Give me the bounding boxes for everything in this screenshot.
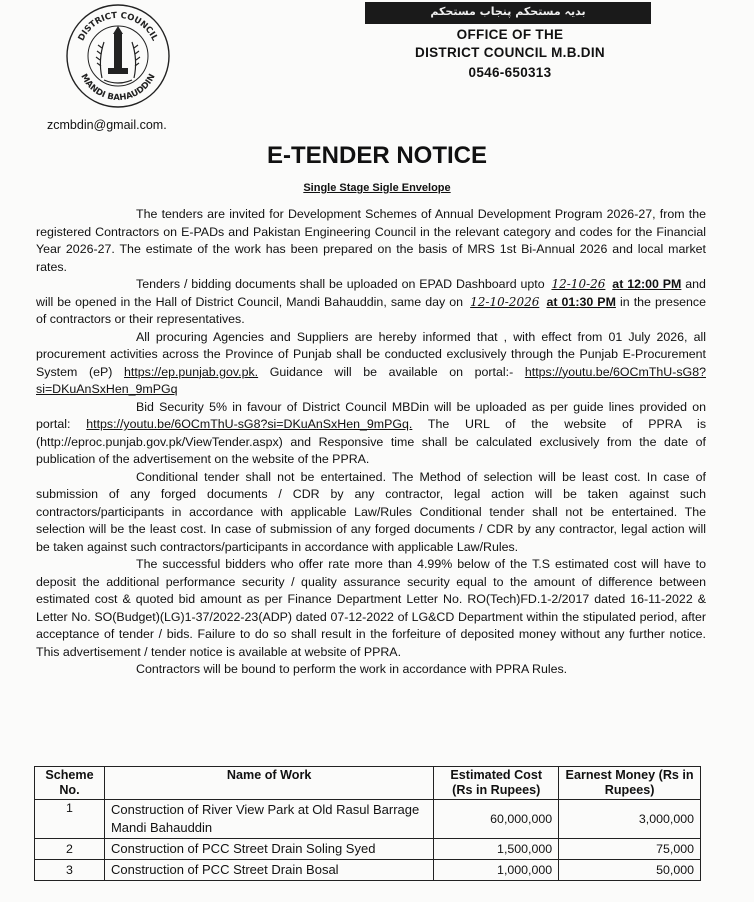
p4-text-a: Bid Security 5% in favour of District Council MBDin will be uploaded as per guide lines provided on portal: — [36, 399, 706, 431]
upload-time: at 12:00 PM — [612, 277, 682, 291]
estimated-cost: 1,500,000 — [434, 839, 559, 860]
guidance-video-link[interactable]: https://youtu.be/6OCmThU-sG8?si=DKuAnSxHen_9mPGq — [36, 364, 706, 396]
handwritten-date-2: 12-10-2026 — [470, 294, 540, 309]
paragraph-procurement — [36, 329, 706, 399]
header-estimated-cost: Estimated Cost (Rs in Rupees) — [434, 767, 559, 800]
p2-text-b: and will be opened in the Hall of District Council, Mandi Bahauddin, same day on — [36, 277, 706, 309]
notice-body — [36, 206, 706, 679]
office-phone: 0546-650313 — [468, 65, 552, 80]
epunjab-link[interactable]: https://ep.punjab.gov.pk. — [124, 364, 259, 379]
office-line-2: DISTRICT COUNCIL M.B.DIN — [415, 45, 605, 60]
district-council-seal — [64, 2, 172, 110]
seal-bottom-text: MANDI BAHAUDDIN — [78, 72, 158, 104]
paragraph-ppra-rules: Contractors will be bound to perform the work in accordance with PPRA Rules. — [136, 662, 568, 676]
scheme-no: 3 — [35, 860, 105, 881]
handwritten-date-1: 12-10-26 — [551, 277, 606, 291]
schemes-table — [34, 766, 701, 881]
earnest-money: 75,000 — [559, 839, 701, 860]
work-name: Construction of PCC Street Drain Soling Syed — [104, 839, 433, 860]
table-row — [35, 860, 701, 881]
estimated-cost: 60,000,000 — [434, 800, 559, 839]
header-banner — [365, 2, 651, 24]
notice-subtitle: Single Stage Sigle Envelope — [303, 182, 451, 194]
header-scheme-no: Scheme No. — [35, 767, 105, 800]
table-row — [35, 800, 701, 839]
p2-text-a: Tenders / bidding documents shall be uploaded on EPAD Dashboard upto — [136, 277, 545, 291]
seal-top-text: DISTRICT COUNCIL — [76, 10, 160, 43]
p3-text-b: Guidance will be available on portal:- — [269, 364, 514, 379]
p2-text-c: in the presence of contractors or their representatives. — [36, 294, 707, 326]
header-name-of-work: Name of Work — [104, 767, 433, 800]
email-address: zcmbdin@gmail.com. — [47, 118, 167, 132]
header-earnest-money: Earnest Money (Rs in Rupees) — [559, 767, 701, 800]
p4-text-b: The URL of the website of PPRA is (http://eproc.punjab.gov.pk/ViewTender.aspx) and Responsive time shall be calculated exclusively from the date of publication of the advertisement on the website of the PPRA. — [36, 417, 707, 466]
estimated-cost: 1,000,000 — [434, 860, 559, 881]
paragraph-conditional-tender: Conditional tender shall not be entertained. The Method of selection will be least cost. In case of submission of any forged documents / CDR by any contractor, legal action will be taken against such contractors/participants in accordance with applicable Law/Rules Conditional tender shall not be entertained. The selection will be the least cost. In case of submission of any forged documents / CDR by any contractor, legal action will be taken against such contractors/participants in accordance with applicable Law/Rules. — [36, 469, 706, 554]
bid-security-video-link[interactable]: https://youtu.be/6OCmThU-sG8?si=DKuAnSxHen_9mPGq. — [86, 417, 413, 431]
banner-text: بدیہ مستحکم پنجاب مستحکم — [430, 5, 586, 18]
opening-time: at 01:30 PM — [546, 294, 616, 309]
earnest-money: 3,000,000 — [559, 800, 701, 839]
earnest-money: 50,000 — [559, 860, 701, 881]
notice-title: E-TENDER NOTICE — [266, 142, 487, 169]
scheme-no: 1 — [35, 800, 105, 839]
paragraph-invitation: The tenders are invited for Development Schemes of Annual Development Program 2026-27, from the registered Contractors on E-PADs and Pakistan Engineering Council in the relevant category and codes for the Financial Year 2026-27. The estimate of the work has been prepared on the basis of MRS 1st Bi-Annual 2026 and local market rates. — [36, 207, 706, 274]
paragraph-bidding-documents — [36, 276, 706, 329]
work-name: Construction of River View Park at Old Rasul Barrage Mandi Bahauddin — [104, 800, 433, 839]
p3-text-a: All procuring Agencies and Suppliers are hereby informed that , with effect from 01 July 2026, all procurement activities across the Province of Punjab shall be conducted exclusively through the Punjab E-Procurement System (eP) — [36, 329, 706, 379]
paragraph-bid-security — [36, 399, 706, 469]
office-line-1: OFFICE OF THE — [456, 27, 564, 42]
paragraph-performance-security: The successful bidders who offer rate more than 4.99% below of the T.S estimated cost will have to deposit the additional performance security / quality assurance security equal to the amount of difference between estimated cost & quoted bid amount as per Finance Department Letter No. RO(Tech)FD.1-2/2017 dated 16-11-2022 & Letter No. SO(Budget)(LG)1-37/2022-23(ADP) dated 07-12-2022 of LG&CD Department within the stipulated period, after acceptance of tender / bids. Failure to do so shall result in the forfeiture of deposited money without any further notice. This advertisement / tender notice is available at website of PPRA. — [36, 557, 706, 659]
table-row — [35, 839, 701, 860]
scheme-no: 2 — [35, 839, 105, 860]
table-header-row — [35, 767, 701, 800]
work-name: Construction of PCC Street Drain Bosal — [104, 860, 433, 881]
